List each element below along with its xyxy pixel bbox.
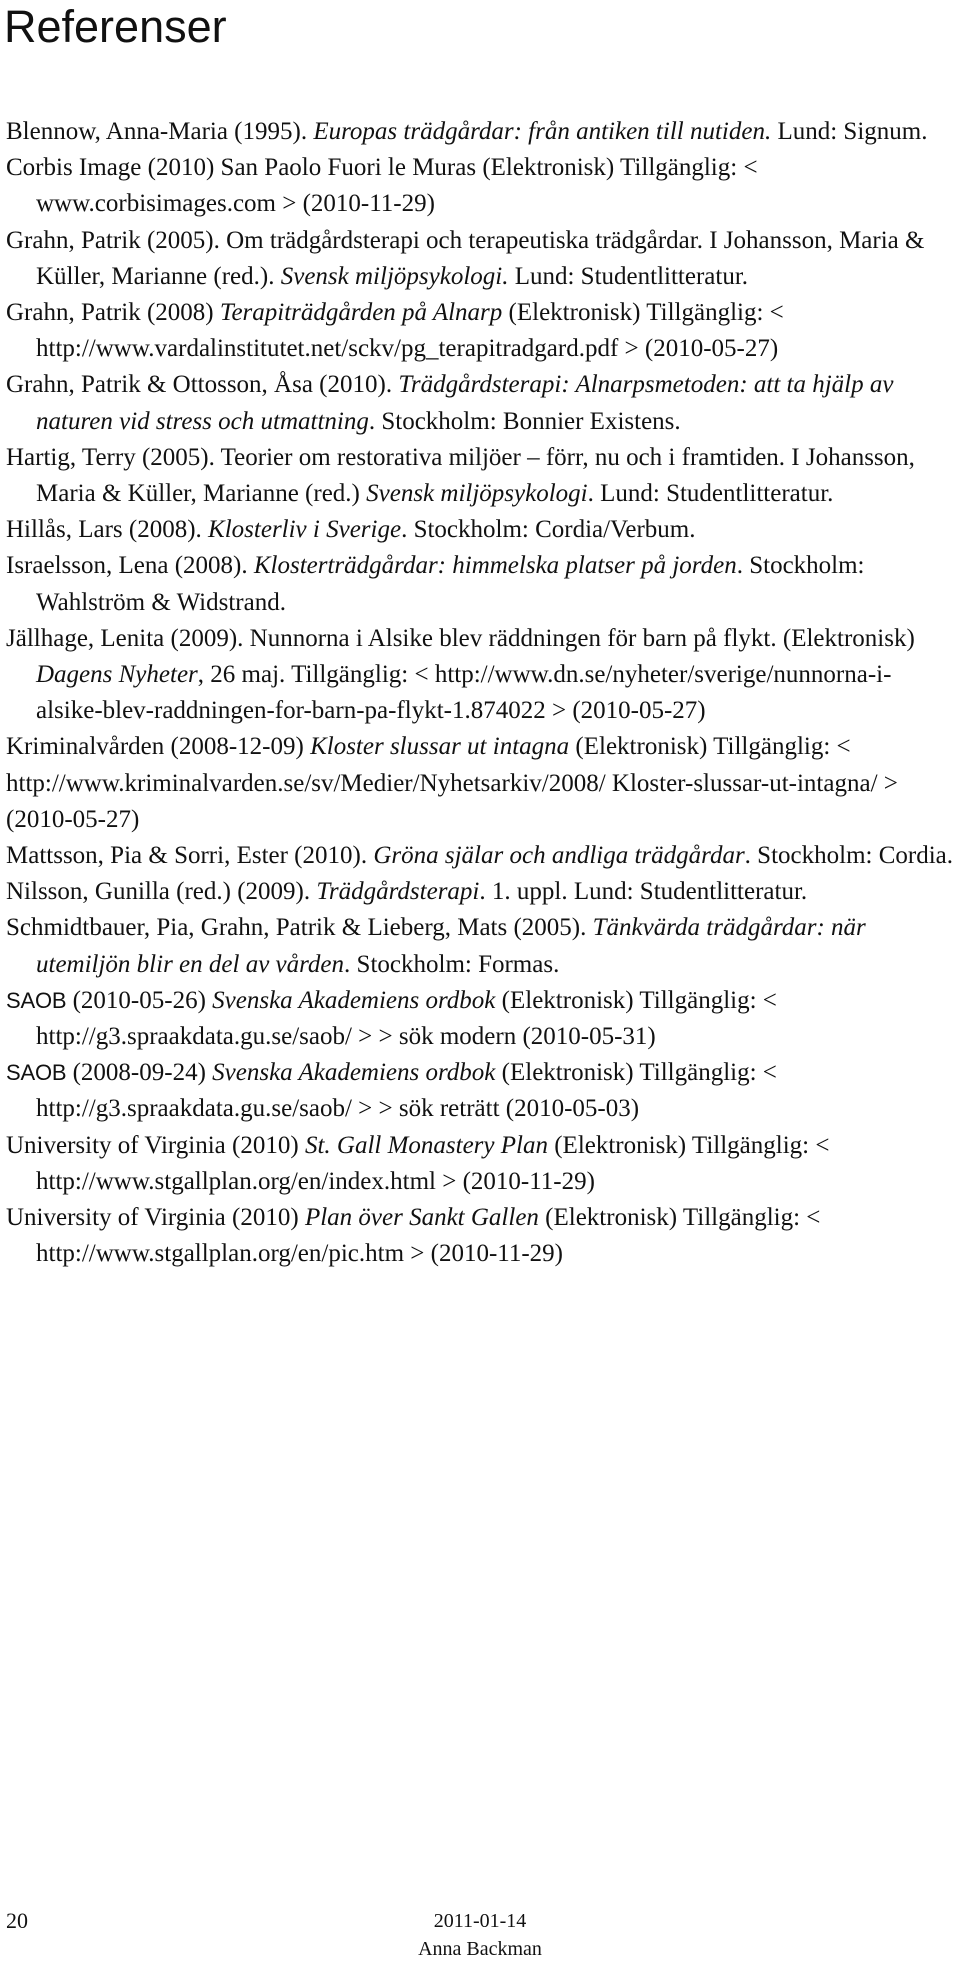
reference-entry	[6, 838, 956, 874]
reference-text: (Elektronisk) Tillgänglig: < http://g3.spraakdata.gu.se/saob/ > > sök reträtt (2010-05-03)	[36, 1059, 777, 1123]
reference-entry	[6, 440, 956, 512]
reference-title: Svenska Akademiens ordbok	[212, 1059, 496, 1087]
footer-author: Anna Backman	[418, 1938, 542, 1960]
reference-entry	[6, 223, 956, 295]
reference-title: Europas trädgårdar: från antiken till nutiden.	[313, 118, 772, 145]
reference-entry	[6, 729, 956, 838]
reference-text: SAOB	[6, 987, 67, 1013]
reference-title: Tänkvärda trädgårdar: när utemiljön blir en del av vården	[36, 914, 866, 978]
reference-text: Lund: Studentlitteratur.	[508, 262, 749, 290]
reference-text: Jällhage, Lenita (2009). Nunnorna i Alsike blev räddningen för barn på flykt. (Elektronisk)	[6, 624, 915, 652]
reference-text: Hartig, Terry (2005). Teorier om restorativa miljöer – förr, nu och i framtiden. I Johansson, Maria & Küller, Marianne (red.)	[6, 443, 915, 508]
reference-entry	[6, 150, 956, 222]
reference-text: . Stockholm: Bonnier Existens.	[368, 407, 681, 435]
reference-text: Mattsson, Pia & Sorri, Ester (2010).	[6, 842, 374, 870]
reference-text: Nilsson, Gunilla (red.) (2009).	[6, 878, 317, 906]
reference-text: SAOB	[6, 1060, 67, 1086]
reference-entry	[6, 295, 956, 367]
page-number: 20	[6, 1908, 28, 1933]
reference-text: (Elektronisk) Tillgänglig: < http://www.kriminalvarden.se/sv/Medier/Nyhetsarkiv/2008/ Kloster-slussar-ut-intagna/ > (2010-05-27)	[6, 733, 898, 833]
reference-text: Grahn, Patrik & Ottosson, Åsa (2010).	[6, 371, 399, 399]
reference-title: Svensk miljöpsykologi.	[280, 262, 509, 290]
reference-text: Lund: Signum.	[771, 118, 928, 145]
reference-entry	[6, 874, 956, 910]
reference-text: Grahn, Patrik (2008)	[6, 299, 220, 327]
reference-title: Trädgårdsterapi	[316, 878, 480, 906]
reference-text: (2008-09-24)	[66, 1059, 213, 1087]
reference-title: Gröna själar och andliga trädgårdar	[373, 842, 745, 870]
reference-text: , 26 maj. Tillgänglig: < http://www.dn.se/nyheter/sverige/nunnorna-i-alsike-blev-raddningen-for-barn-pa-flykt-1.874022 > (2010-05-27)	[36, 661, 892, 725]
reference-text: University of Virginia (2010)	[6, 1131, 305, 1159]
reference-text: . Stockholm: Cordia.	[744, 842, 953, 870]
reference-entry	[6, 367, 956, 439]
reference-entry	[6, 548, 956, 620]
reference-text: University of Virginia (2010)	[6, 1204, 305, 1232]
reference-text: . Lund: Studentlitteratur.	[587, 480, 834, 508]
reference-text: . Stockholm: Wahlström & Widstrand.	[36, 552, 865, 616]
reference-title: Kloster slussar ut intagna	[310, 733, 570, 761]
reference-text: . Stockholm: Formas.	[344, 950, 560, 978]
reference-text: (Elektronisk) Tillgänglig: < http://www.vardalinstitutet.net/sckv/pg_terapitradgard.pdf > (2010-05-27)	[36, 299, 784, 363]
reference-title: Klosterliv i Sverige	[208, 516, 402, 544]
reference-list	[6, 114, 956, 1273]
reference-text: (2010-05-26)	[66, 986, 213, 1014]
reference-title: Klosterträdgårdar: himmelska platser på jorden	[253, 552, 737, 580]
reference-entry	[6, 621, 956, 730]
reference-entry	[6, 1200, 956, 1272]
reference-text: (Elektronisk) Tillgänglig: < http://www.stgallplan.org/en/index.html > (2010-11-29)	[36, 1131, 830, 1195]
reference-title: Plan över Sankt Gallen	[304, 1204, 539, 1232]
reference-entry	[6, 910, 956, 982]
reference-entry	[6, 1055, 956, 1127]
reference-entry	[6, 983, 956, 1055]
reference-entry	[6, 512, 956, 548]
reference-entry	[6, 114, 956, 150]
reference-title: Svensk miljöpsykologi	[366, 480, 588, 508]
reference-text: (Elektronisk) Tillgänglig: < http://g3.spraakdata.gu.se/saob/ > > sök modern (2010-05-31)	[36, 986, 777, 1051]
reference-title: Svenska Akademiens ordbok	[212, 986, 496, 1014]
page-title: Referenser	[4, 1, 227, 52]
reference-text: . Stockholm: Cordia/Verbum.	[401, 516, 696, 544]
reference-entry	[6, 1128, 956, 1200]
reference-text: Blennow, Anna-Maria (1995).	[6, 118, 314, 145]
footer-date: 2011-01-14	[433, 1910, 527, 1932]
reference-text: Corbis Image (2010) San Paolo Fuori le Muras (Elektronisk) Tillgänglig: < www.corbisimages.com > (2010-11-29)	[6, 154, 758, 218]
reference-text: . 1. uppl. Lund: Studentlitteratur.	[479, 878, 808, 906]
reference-title: Dagens Nyheter	[36, 661, 198, 689]
reference-text: Grahn, Patrik (2005). Om trädgårdsterapi och terapeutiska trädgårdar. I Johansson, Maria & Küller, Marianne (red.).	[6, 226, 925, 290]
reference-title: Trädgårdsterapi: Alnarpsmetoden: att ta hjälp av naturen vid stress och utmattning	[36, 371, 894, 435]
reference-text: Schmidtbauer, Pia, Grahn, Patrik & Lieberg, Mats (2005).	[6, 914, 593, 942]
reference-title: St. Gall Monastery Plan	[304, 1131, 548, 1159]
reference-text: Kriminalvården (2008-12-09)	[6, 733, 311, 761]
reference-title: Terapiträdgården på Alnarp	[219, 299, 503, 327]
reference-text: Israelsson, Lena (2008).	[6, 552, 254, 580]
reference-text: Hillås, Lars (2008).	[6, 516, 209, 544]
reference-text: (Elektronisk) Tillgänglig: < http://www.stgallplan.org/en/pic.htm > (2010-11-29)	[36, 1204, 821, 1268]
